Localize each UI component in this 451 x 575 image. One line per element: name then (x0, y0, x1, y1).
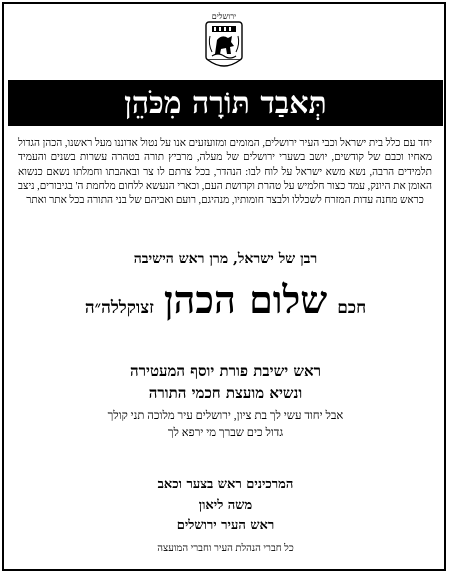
body-paragraph: יחד עם כלל בית ישראל וכבי העיר ירושלים, המומים ומזועזעים אנו על נטול אדוננו מעל ראשנו, הכהן הגדול מאחיו וכבם של קודשים, יושב בשערי ירושלים של מעלה, מרביץ תורה בטהרה עשרות בשנים והעמיד תלמידים הרבה, נשא משא ישראל על לוח לבו: הנהדר, בכל צרתם לו צר ובאהבתו וחמלתו נשאם כנשוא האומן את היונק, עמד כצור חלמיש על טהרת וקדושת העם, וכארי הנעשא ללחום מלחמת ה' בגיבורים, ניצב כראש מחנה עדות המזרח לשכללו ולבצר חומותיו, מנהיגם, רועם ואביהם של בני התורה בכל אתר ואתר (18, 138, 432, 207)
signature-title: ראש העיר ירושלים (176, 518, 275, 533)
consolation-line-1: אבל יחוד עשי לך בת ציון, ירושלים עיר מלוכה תני קולך (107, 410, 344, 422)
signature-line-1: המרכינים ראש בצער וכאב (157, 477, 294, 492)
rabbi-name: שלום הכהן (163, 277, 328, 322)
rabbi-title-line: רבן של ישראל, מרן ראש הישיבה (133, 251, 318, 267)
footer-line: כל חברי הנהלת העיר וחברי המועצה (157, 543, 294, 554)
position-line-1: ראש ישיבת פורת יוסף המעטירה (130, 362, 321, 380)
rabbi-name-row (0, 277, 451, 327)
name-suffix: זצוקללה״ה (84, 298, 154, 318)
position-line-2: ונשיא מועצת חכמי התורה (148, 384, 303, 402)
notice-banner-title: תְּאבַד תּוֹרָה מִכֹּהֵן (8, 80, 443, 126)
jerusalem-emblem (204, 12, 244, 70)
emblem-caption: ירושלים (211, 12, 237, 21)
name-prefix: חכם (337, 298, 367, 318)
consolation-line-2: גדול כים שברך מי ירפא לך (167, 427, 284, 439)
signature-name: משה ליאון (198, 498, 253, 513)
